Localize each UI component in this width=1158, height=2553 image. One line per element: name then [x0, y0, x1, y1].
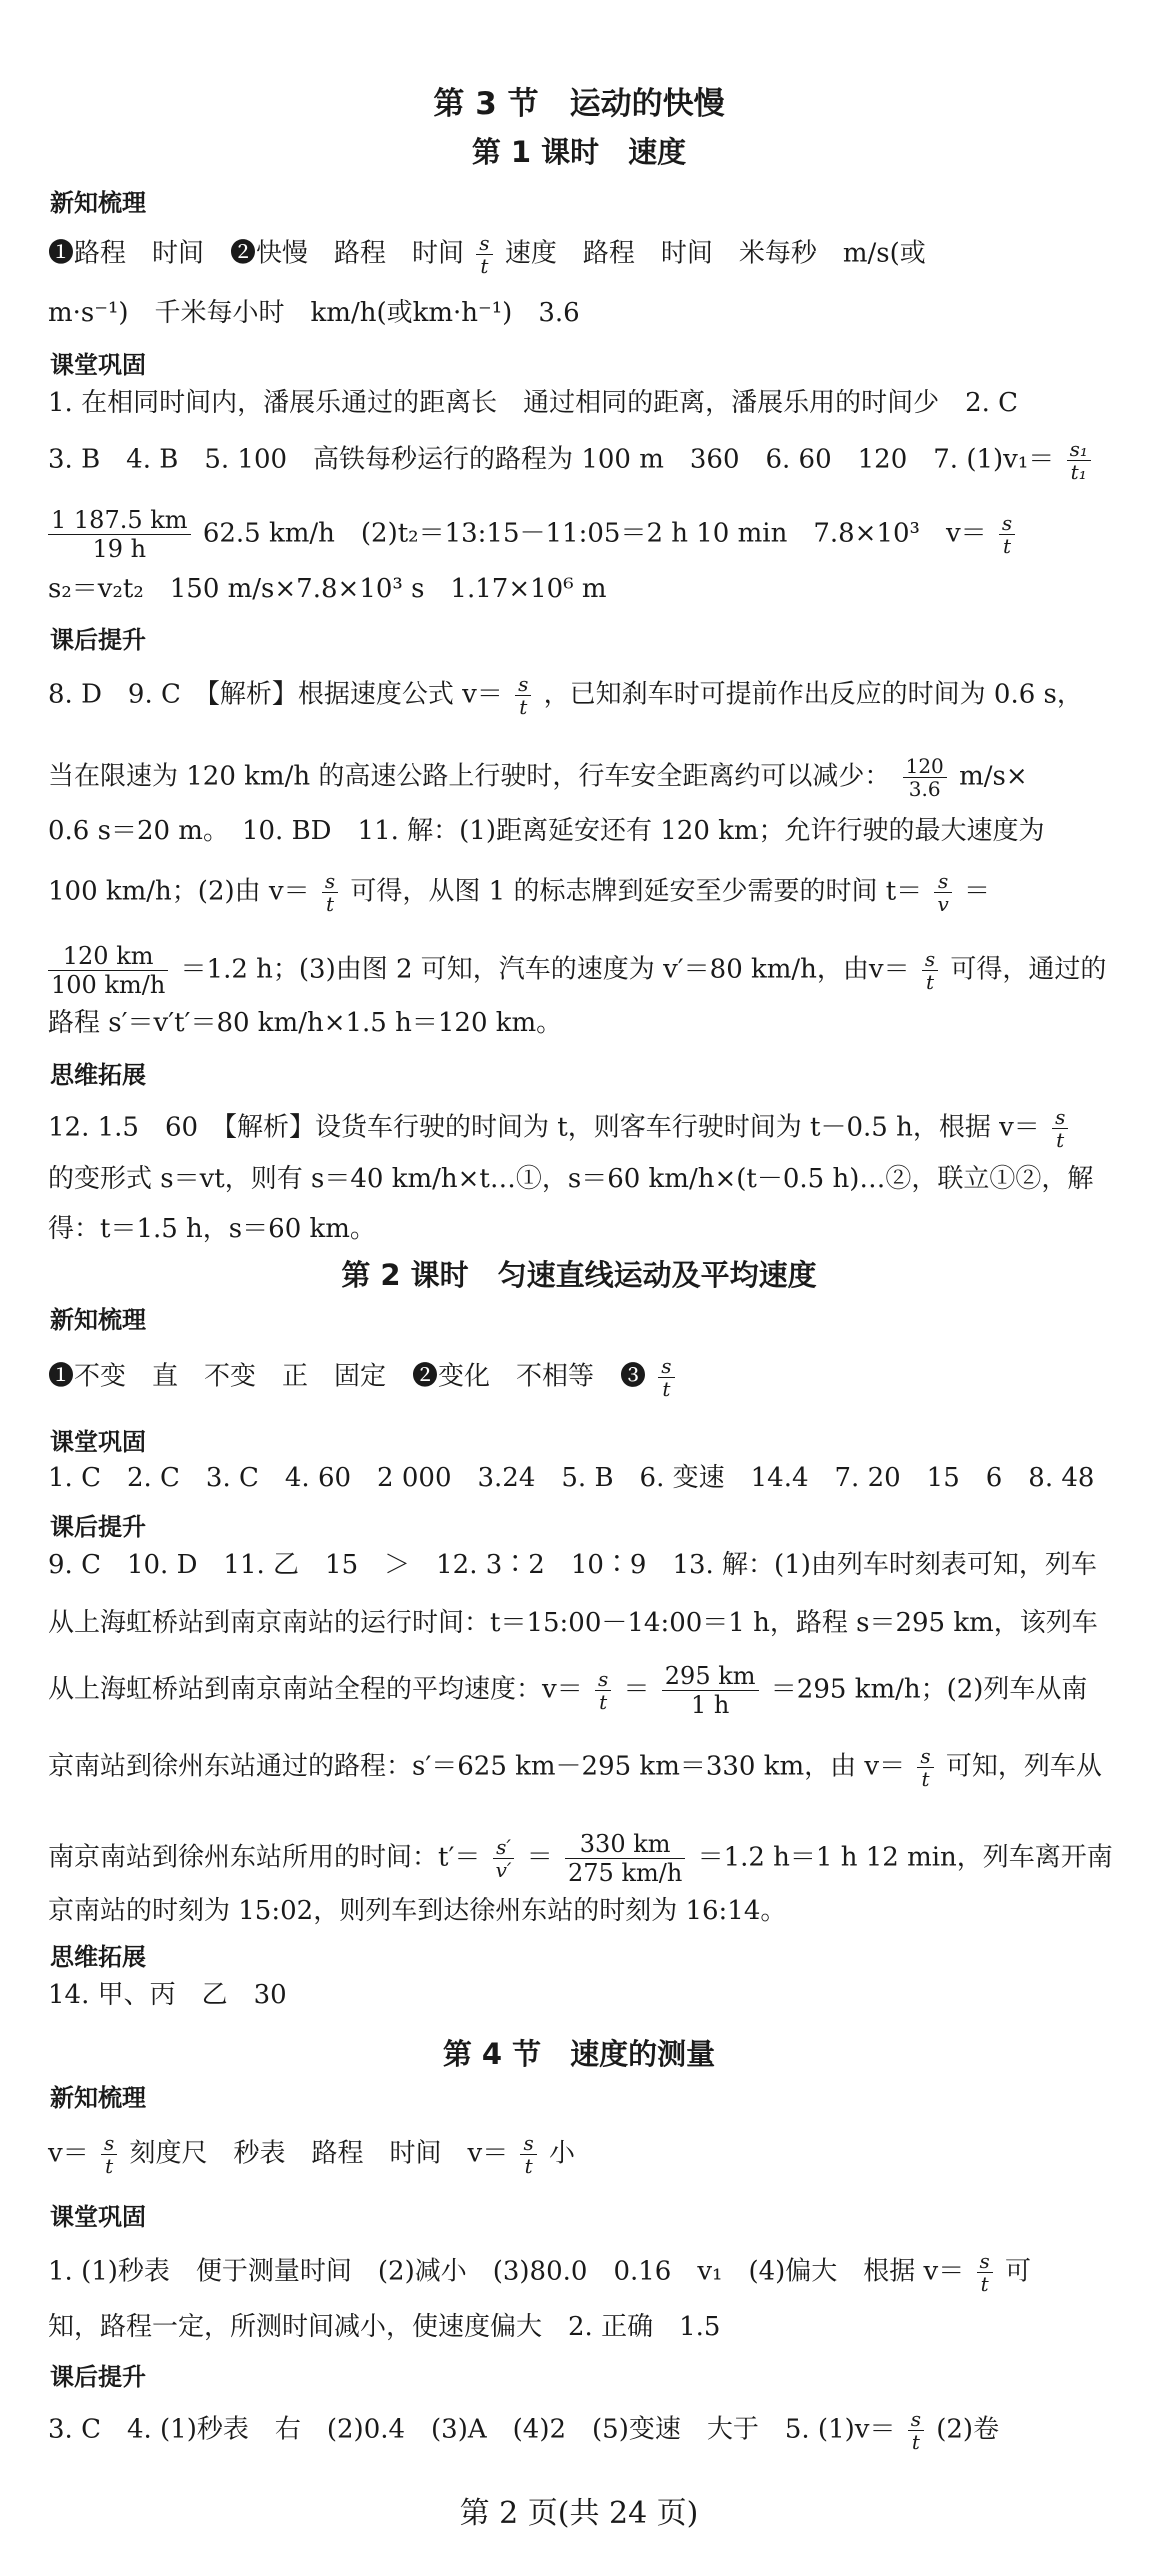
- fraction: $\frac{s}{t}$: [1052, 1106, 1068, 1151]
- fraction: $\frac{s}{v}$: [934, 870, 951, 915]
- text-line: $\frac{120 km}{100 km/h}$ ＝1.2 h；(3)由图 2 可知，汽车的速度为 v′＝80 km/h，由v＝ $\frac{s}{t}$ 可得，通过的: [48, 942, 1106, 999]
- fraction: $\frac{s}{t}$: [515, 673, 531, 718]
- fraction: $\frac{s}{t}$: [917, 1745, 933, 1790]
- heading-khts: 课后提升: [50, 626, 146, 654]
- fraction: $\frac{\text{s₁}}{\text{t₁}}$: [1067, 438, 1091, 483]
- heading-khts: 课后提升: [50, 2363, 146, 2391]
- text-line: 得：t＝1.5 h，s＝60 km。: [48, 1214, 376, 1244]
- heading-ktgg: 课堂巩固: [50, 351, 146, 379]
- text-line: 的变形式 s＝vt，则有 s＝40 km/h×t…①，s＝60 km/h×(t－0.5 h)…②，联立①②，解: [48, 1164, 1094, 1194]
- fraction: $\frac{s}{t}$: [322, 870, 338, 915]
- text-line: 100 km/h；(2)由 v＝ $\frac{s}{t}$ 可得，从图 1 的标志牌到延安至少需要的时间 t＝ $\frac{s}{v}$ ＝: [48, 869, 991, 916]
- heading-swtz: 思维拓展: [50, 1943, 146, 1971]
- text-line: ❶不变 直 不变 正 固定 ❷变化 不相等 ❸ $\frac{s}{t}$: [48, 1355, 679, 1400]
- text-line: 12. 1.5 60 【解析】设货车行驶的时间为 t，则客车行驶时间为 t－0.5 h，根据 v＝ $\frac{s}{t}$: [48, 1106, 1072, 1151]
- text-line: 从上海虹桥站到南京南站的运行时间：t＝15:00－14:00＝1 h，路程 s＝295 km，该列车: [48, 1608, 1098, 1638]
- text-line: 京南站的时刻为 15:02，则列车到达徐州东站的时刻为 16:14。: [48, 1896, 787, 1926]
- text-line: m·s⁻¹) 千米每小时 km/h(或km·h⁻¹) 3.6: [48, 298, 580, 328]
- heading-xzsl: 新知梳理: [50, 2084, 146, 2112]
- fraction: $\frac{s}{t}$: [520, 2132, 536, 2177]
- text-line: 1. C 2. C 3. C 4. 60 2 000 3.24 5. B 6. 变速 14.4 7. 20 15 6 8. 48: [48, 1463, 1095, 1493]
- page-footer: 第 2 页(共 24 页): [459, 2496, 699, 2531]
- heading-swtz: 思维拓展: [50, 1061, 146, 1089]
- fraction: $\frac{s}{t}$: [908, 2408, 924, 2453]
- fraction: $\frac{120 km}{100 km/h}$: [48, 942, 168, 999]
- fraction: $\frac{s}{t}$: [101, 2132, 117, 2177]
- heading-ktgg: 课堂巩固: [50, 1428, 146, 1456]
- heading-ktgg: 课堂巩固: [50, 2203, 146, 2231]
- fraction: $\frac{1 187.5 km}{19 h}$: [48, 506, 191, 563]
- section-title: 第 3 节 运动的快慢: [433, 86, 725, 122]
- text-line: v＝ $\frac{s}{t}$ 刻度尺 秒表 路程 时间 v＝ $\frac{s}{t}$ 小: [48, 2131, 576, 2178]
- text-line: 1. (1)秒表 便于测量时间 (2)减小 (3)80.0 0.16 v₁ (4)偏大 根据 v＝ $\frac{s}{t}$ 可: [48, 2249, 1032, 2296]
- text-line: 京南站到徐州东站通过的路程：s′＝625 km－295 km＝330 km，由 v＝ $\frac{s}{t}$ 可知，列车从: [48, 1744, 1102, 1791]
- fraction: $\frac{s}{t}$: [999, 512, 1015, 557]
- text-line: 3. C 4. (1)秒表 右 (2)0.4 (3)A (4)2 (5)变速 大于 5. (1)v＝ $\frac{s}{t}$ (2)卷: [48, 2407, 1000, 2454]
- fraction: $\frac{s}{t}$: [476, 232, 492, 277]
- text-line: 当在限速为 120 km/h 的高速公路上行驶时，行车安全距离约可以减少： $\frac{120}{3.6}$ m/s×: [48, 754, 1028, 801]
- lesson-title: 第 2 课时 匀速直线运动及平均速度: [341, 1258, 817, 1292]
- fraction: $\frac{s}{t}$: [658, 1355, 674, 1400]
- fraction: $\frac{295 km}{1 h}$: [662, 1662, 759, 1719]
- section-title: 第 4 节 速度的测量: [442, 2037, 716, 2071]
- heading-xzsl: 新知梳理: [50, 189, 146, 217]
- text-line: 路程 s′＝v′t′＝80 km/h×1.5 h＝120 km。: [48, 1008, 563, 1038]
- text-line: ❶路程 时间 ❷快慢 路程 时间 $\frac{s}{t}$ 速度 路程 时间 米每秒 m/s(或: [48, 231, 926, 278]
- text-line: s₂＝v₂t₂ 150 m/s×7.8×10³ s 1.17×10⁶ m: [48, 574, 607, 604]
- text-line: 8. D 9. C 【解析】根据速度公式 v＝ $\frac{s}{t}$ ，已知刹车时可提前作出反应的时间为 0.6 s，: [48, 672, 1083, 719]
- text-line: 9. C 10. D 11. 乙 15 ＞ 12. 3∶2 10∶9 13. 解：(1)由列车时刻表可知，列车: [48, 1550, 1097, 1580]
- text-line: 知，路程一定，所测时间减小，使速度偏大 2. 正确 1.5: [48, 2312, 721, 2342]
- text-line: 从上海虹桥站到南京南站全程的平均速度：v＝ $\frac{s}{t}$ ＝ $\frac{295 km}{1 h}$ ＝295 km/h；(2)列车从南: [48, 1662, 1088, 1719]
- fraction: $\frac{s'}{v'}$: [493, 1836, 515, 1881]
- fraction: $\frac{s}{t}$: [977, 2250, 993, 2295]
- heading-khts: 课后提升: [50, 1513, 146, 1541]
- text-line: 南京南站到徐州东站所用的时间：t′＝ $\frac{s'}{v'}$ ＝ $\frac{330 km}{275 km/h}$ ＝1.2 h＝1 h 12 min，列车离开南: [48, 1830, 1113, 1887]
- fraction: $\frac{330 km}{275 km/h}$: [565, 1830, 685, 1887]
- heading-xzsl: 新知梳理: [50, 1306, 146, 1334]
- text-line: 14. 甲、丙 乙 30: [48, 1980, 287, 2010]
- fraction: $\frac{s}{t}$: [922, 948, 938, 993]
- lesson-title: 第 1 课时 速度: [471, 135, 687, 169]
- text-line: $\frac{1 187.5 km}{19 h}$ 62.5 km/h (2)t₂＝13:15－11:05＝2 h 10 min 7.8×10³ v＝ $\frac{s}{t}$: [48, 506, 1019, 563]
- text-line: 0.6 s＝20 m。 10. BD 11. 解：(1)距离延安还有 120 km；允许行驶的最大速度为: [48, 816, 1045, 846]
- fraction: $\frac{120}{3.6}$: [903, 755, 947, 800]
- fraction: $\frac{s}{t}$: [595, 1668, 611, 1713]
- text-line: 1. 在相同时间内，潘展乐通过的距离长 通过相同的距离，潘展乐用的时间少 2. C: [48, 388, 1019, 418]
- text-line: 3. B 4. B 5. 100 高铁每秒运行的路程为 100 m 360 6. 60 120 7. (1)v₁＝ $\frac{\text{s₁}}{\text{t₁}}$: [48, 438, 1095, 483]
